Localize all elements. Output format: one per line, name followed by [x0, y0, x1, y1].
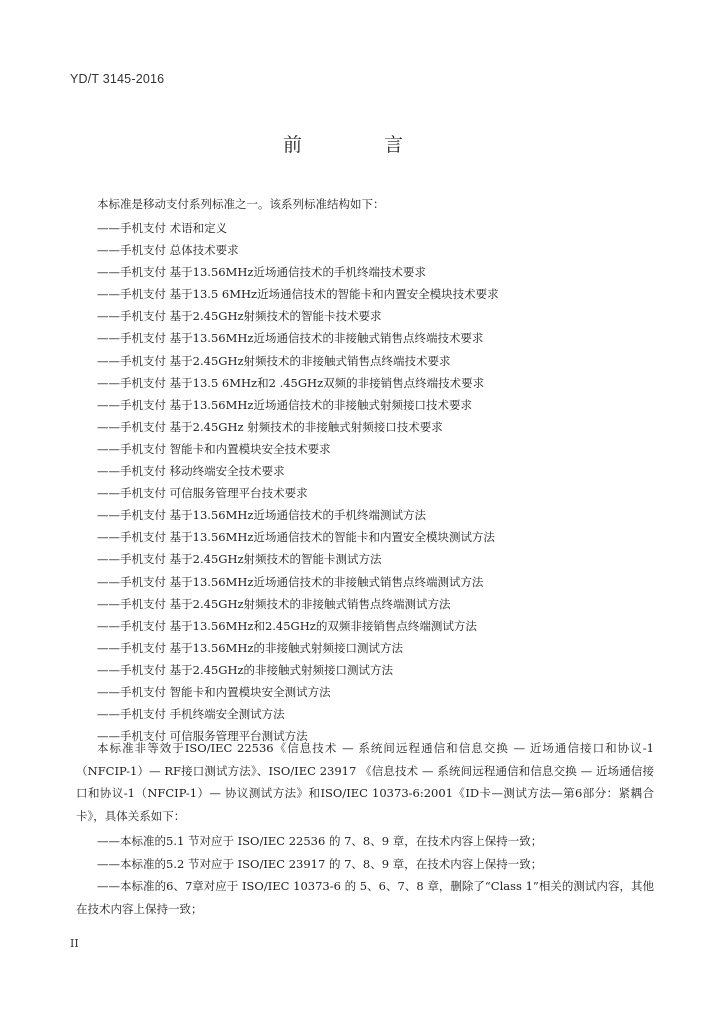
- list-item: ——手机支付 基于13.56MHz的非接触式射频接口测试方法: [97, 640, 403, 655]
- list-item: ——手机支付 基于13.56MHz和2.45GHz的双频非接销售点终端测试方法: [97, 618, 477, 633]
- list-item: ——手机支付 智能卡和内置模块安全技术要求: [97, 441, 331, 456]
- list-item: ——手机支付 基于13.56MHz近场通信技术的非接触式销售点终端技术要求: [97, 331, 484, 346]
- list-item: ——手机支付 基于13.56MHz近场通信技术的非接触式射频接口技术要求: [97, 397, 472, 412]
- series-list: [97, 217, 499, 747]
- page-number: II: [70, 937, 79, 950]
- list-item: ——手机支付 基于13.56MHz近场通信技术的非接触式销售点终端测试方法: [97, 574, 484, 589]
- list-item: ——手机支付 基于2.45GHz射频技术的智能卡技术要求: [97, 309, 382, 324]
- list-item: ——手机支付 可信服务管理平台测试方法: [97, 729, 308, 744]
- list-item: ——手机支付 基于13.5 6MHz和2 .45GHz双频的非接销售点终端技术要求: [97, 375, 485, 390]
- list-item: ——手机支付 基于2.45GHz 射频技术的非接触式射频接口技术要求: [97, 419, 443, 434]
- list-item: ——本标准的5.2 节对应于 ISO/IEC 23917 的 7、8、9 章，在技术内容上保持一致；: [97, 856, 543, 871]
- list-item: ——手机支付 可信服务管理平台技术要求: [97, 486, 308, 501]
- page-title: 前 言: [282, 134, 442, 156]
- list-item: ——手机支付 智能卡和内置模块安全测试方法: [97, 684, 331, 699]
- correspondence-notes: [76, 830, 654, 920]
- list-item: ——手机支付 基于2.45GHz的非接触式射频接口测试方法: [97, 662, 394, 677]
- list-item: ——本标准的6、7章对应于 ISO/IEC 10373-6 的 5、6、7、8 章，删除了“Class 1”相关的测试内容，其他在技术内容上保持一致；: [76, 879, 654, 916]
- list-item: ——手机支付 术语和定义: [97, 221, 228, 235]
- list-item: ——手机支付 基于13.56MHz近场通信技术的智能卡和内置安全模块测试方法: [97, 530, 495, 545]
- list-item: ——手机支付 手机终端安全测试方法: [97, 707, 285, 722]
- list-item: ——手机支付 移动终端安全技术要求: [97, 464, 285, 479]
- list-item: ——手机支付 基于2.45GHz射频技术的智能卡测试方法: [97, 552, 382, 567]
- list-item: ——手机支付 基于13.56MHz近场通信技术的手机终端技术要求: [97, 265, 426, 280]
- list-item: ——手机支付 基于13.5 6MHz近场通信技术的智能卡和内置安全模块技术要求: [97, 287, 499, 302]
- list-item: ——本标准的5.1 节对应于 ISO/IEC 22536 的 7、8、9 章，在技术内容上保持一致；: [97, 834, 543, 848]
- equivalence-paragraph: 本标准非等效于ISO/IEC 22536《信息技术 — 系统间远程通信和信息交换 — 近场通信接口和协议-1（NFCIP-1）— RF接口测试方法》、ISO/IEC 23917 《信息技术 — 系统间远程通信和信息交换 — 近场通信接口和协议-1（NFCIP-1）— 协议测试方法》和ISO/IEC 10373-6:2001《ID卡—测试方法—第6部分：紧耦合卡》，具体关系如下：: [76, 741, 654, 823]
- intro-text: 本标准是移动支付系列标准之一。该系列标准结构如下：: [97, 197, 385, 211]
- standard-code: YD/T 3145-2016: [70, 72, 165, 86]
- list-item: ——手机支付 基于2.45GHz射频技术的非接触式销售点终端技术要求: [97, 353, 451, 368]
- list-item: ——手机支付 基于13.56MHz近场通信技术的手机终端测试方法: [97, 508, 426, 523]
- list-item: ——手机支付 基于2.45GHz射频技术的非接触式销售点终端测试方法: [97, 596, 451, 611]
- list-item: ——手机支付 总体技术要求: [97, 243, 239, 258]
